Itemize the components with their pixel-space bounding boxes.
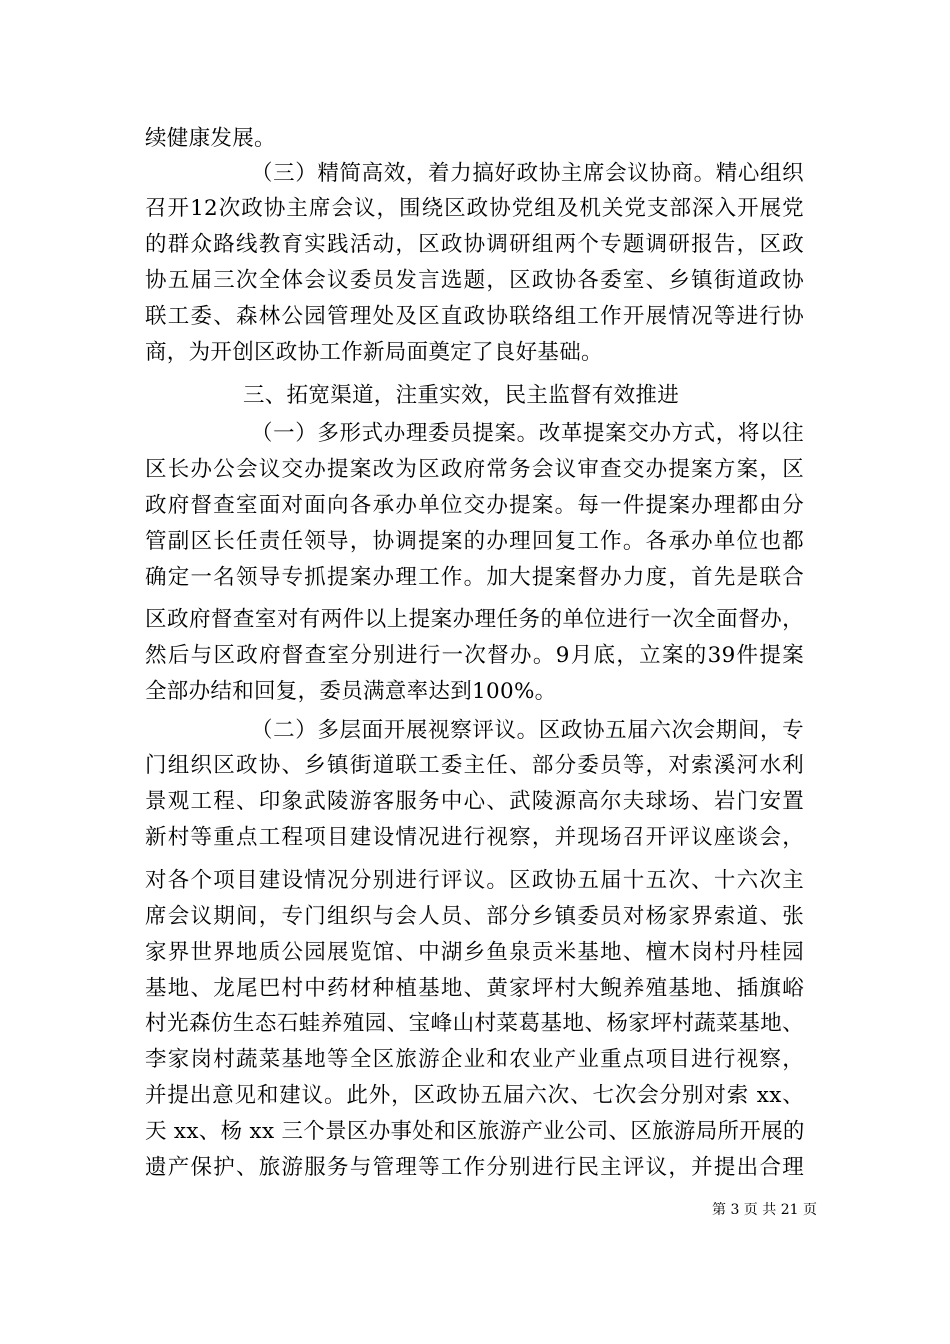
text-line: 区政府督查室对有两件以上提案办理任务的单位进行一次全面督办， bbox=[145, 607, 804, 632]
text-line: 李家岗村蔬菜基地等全区旅游企业和农业产业重点项目进行视察， bbox=[145, 1047, 804, 1072]
text-line: 新村等重点工程项目建设情况进行视察，并现场召开评议座谈会， bbox=[145, 825, 804, 850]
text-line: 景观工程、印象武陵游客服务中心、武陵源高尔夫球场、岩门安置 bbox=[145, 789, 804, 814]
text-line: 联工委、森林公园管理处及区直政协联络组工作开展情况等进行协 bbox=[145, 304, 804, 329]
text-line: 对各个项目建设情况分别进行评议。区政协五届十五次、十六次主 bbox=[145, 868, 804, 893]
text-line: 召开12次政协主席会议，围绕区政协党组及机关党支部深入开展党 bbox=[145, 196, 804, 221]
text-line: 商，为开创区政协工作新局面奠定了良好基础。 bbox=[145, 340, 603, 365]
text-line: 全部办结和回复，委员满意率达到100%。 bbox=[145, 679, 557, 704]
text-line: 天 xx、杨 xx 三个景区办事处和区旅游产业公司、区旅游局所开展的 bbox=[145, 1119, 805, 1144]
text-line: 政府督查室面对面向各承办单位交办提案。每一件提案办理都由分 bbox=[145, 493, 804, 518]
text-line: 的群众路线教育实践活动，区政协调研组两个专题调研报告，区政 bbox=[145, 232, 804, 257]
text-line: 基地、龙尾巴村中药材种植基地、黄家坪村大鲵养殖基地、插旗峪 bbox=[145, 976, 804, 1001]
text-line: 并提出意见和建议。此外，区政协五届六次、七次会分别对索 xx、 bbox=[145, 1083, 804, 1108]
page-number-footer: 第 3 页 共 21 页 bbox=[712, 1202, 817, 1218]
section-heading: 三、拓宽渠道，注重实效，民主监督有效推进 bbox=[243, 383, 680, 408]
text-line: 然后与区政府督查室分别进行一次督办。9月底，立案的39件提案 bbox=[145, 643, 804, 668]
text-line: 遗产保护、旅游服务与管理等工作分别进行民主评议，并提出合理 bbox=[145, 1155, 804, 1180]
text-line: （三）精简高效，着力搞好政协主席会议协商。精心组织 bbox=[251, 161, 804, 186]
text-line: 管副区长任责任领导，协调提案的办理回复工作。各承办单位也都 bbox=[145, 529, 804, 554]
text-line: 续健康发展。 bbox=[145, 126, 276, 151]
text-line: 区长办公会议交办提案改为区政府常务会议审查交办提案方案，区 bbox=[145, 457, 804, 482]
text-line: 门组织区政协、乡镇街道联工委主任、部分委员等，对索溪河水利 bbox=[145, 753, 804, 778]
text-line: 席会议期间，专门组织与会人员、部分乡镇委员对杨家界索道、张 bbox=[145, 904, 804, 929]
text-line: 确定一名领导专抓提案办理工作。加大提案督办力度，首先是联合 bbox=[145, 565, 804, 590]
text-line: （一）多形式办理委员提案。改革提案交办方式，将以往 bbox=[251, 421, 804, 446]
text-line: 协五届三次全体会议委员发言选题，区政协各委室、乡镇街道政协 bbox=[145, 268, 804, 293]
text-line: （二）多层面开展视察评议。区政协五届六次会期间，专 bbox=[251, 718, 804, 743]
text-line: 村光森仿生态石蛙养殖园、宝峰山村菜葛基地、杨家坪村蔬菜基地、 bbox=[145, 1011, 804, 1036]
text-line: 家界世界地质公园展览馆、中湖乡鱼泉贡米基地、檀木岗村丹桂园 bbox=[145, 940, 804, 965]
